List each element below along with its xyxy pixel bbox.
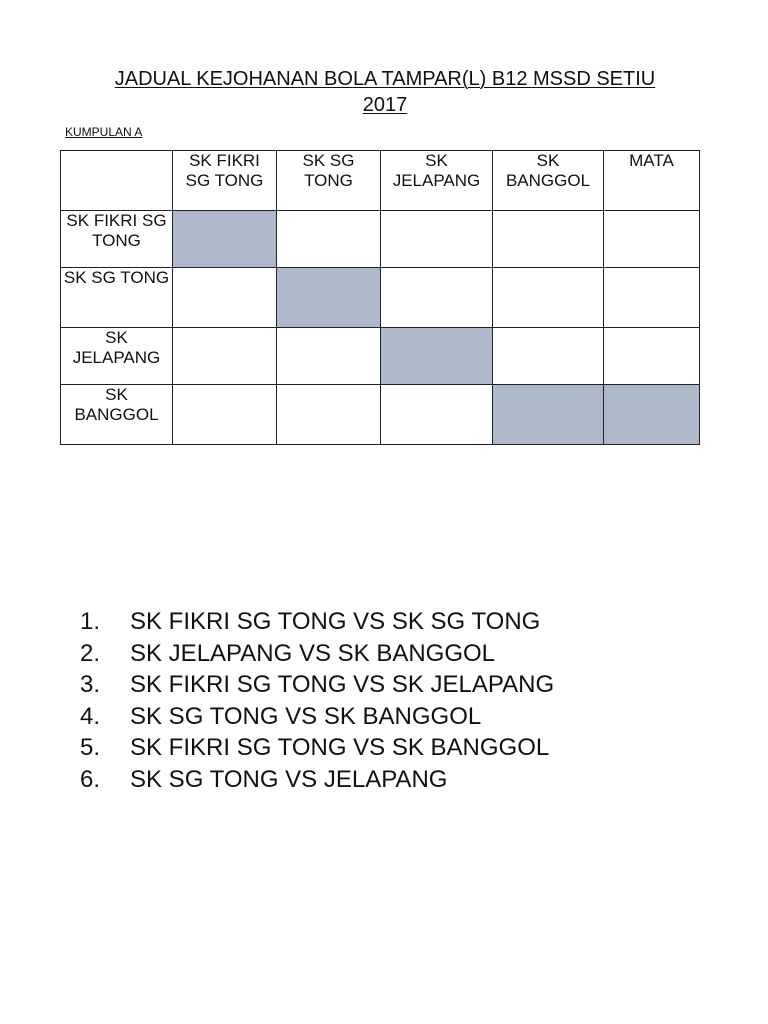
header-cell: SK FIKRI SG TONG — [173, 151, 277, 211]
row-label: SK SG TONG — [61, 268, 173, 328]
header-cell: SK JELAPANG — [381, 151, 493, 211]
table-cell — [277, 211, 381, 268]
table-cell — [493, 328, 604, 385]
list-item-number: 6. — [80, 765, 101, 793]
table-cell — [381, 211, 493, 268]
list-item-number: 4. — [80, 702, 101, 730]
header-cell: SK SG TONG — [277, 151, 381, 211]
list-item-text: SK SG TONG VS JELAPANG — [130, 765, 448, 793]
header-cell-corner — [61, 151, 173, 211]
list-item-text: SK FIKRI SG TONG VS SK BANGGOL — [130, 734, 550, 761]
table-cell — [604, 211, 700, 268]
table-cell — [493, 211, 604, 268]
list-item-number: 3. — [80, 671, 101, 698]
table-cell — [277, 385, 381, 445]
list-item-text: SK SG TONG VS SK BANGGOL — [130, 702, 482, 730]
table-cell-shaded — [277, 268, 381, 328]
table-cell-shaded — [493, 385, 604, 445]
list-item — [80, 606, 554, 638]
table-cell-shaded — [381, 328, 493, 385]
list-item-number: 1. — [80, 608, 101, 635]
table-cell — [173, 328, 277, 385]
table-cell-shaded — [604, 385, 700, 445]
title-line-2: 2017 — [362, 94, 408, 116]
table-cell — [493, 268, 604, 328]
table-cell — [277, 328, 381, 385]
row-label: SK FIKRI SG TONG — [61, 211, 173, 268]
group-label: KUMPULAN A — [65, 125, 143, 139]
list-item-text: SK FIKRI SG TONG VS SK SG TONG — [130, 608, 541, 635]
header-cell-mata: MATA — [604, 151, 700, 211]
list-item-number: 5. — [80, 734, 101, 761]
fixture-list — [80, 606, 554, 795]
list-item — [80, 638, 554, 670]
table-cell — [381, 268, 493, 328]
table-row — [61, 211, 700, 268]
list-item — [80, 701, 554, 733]
row-label: SK BANGGOL — [61, 385, 173, 445]
list-item — [80, 732, 554, 764]
table-cell — [604, 268, 700, 328]
document-title — [60, 66, 710, 118]
table-cell — [604, 328, 700, 385]
list-item-text: SK JELAPANG VS SK BANGGOL — [130, 639, 496, 667]
table-cell — [173, 385, 277, 445]
group-table — [60, 150, 700, 445]
table-row — [61, 328, 700, 385]
table-cell — [173, 268, 277, 328]
list-item — [80, 764, 554, 796]
table-cell — [381, 385, 493, 445]
table-row — [61, 268, 700, 328]
table-header-row — [61, 151, 700, 211]
title-line-1: JADUAL KEJOHANAN BOLA TAMPAR(L) B12 MSSD SETIU — [114, 68, 656, 90]
table-row — [61, 385, 700, 445]
table-cell-shaded — [173, 211, 277, 268]
list-item-text: SK FIKRI SG TONG VS SK JELAPANG — [130, 671, 555, 698]
row-label: SK JELAPANG — [61, 328, 173, 385]
header-cell: SK BANGGOL — [493, 151, 604, 211]
list-item — [80, 669, 554, 701]
list-item-number: 2. — [80, 639, 101, 667]
